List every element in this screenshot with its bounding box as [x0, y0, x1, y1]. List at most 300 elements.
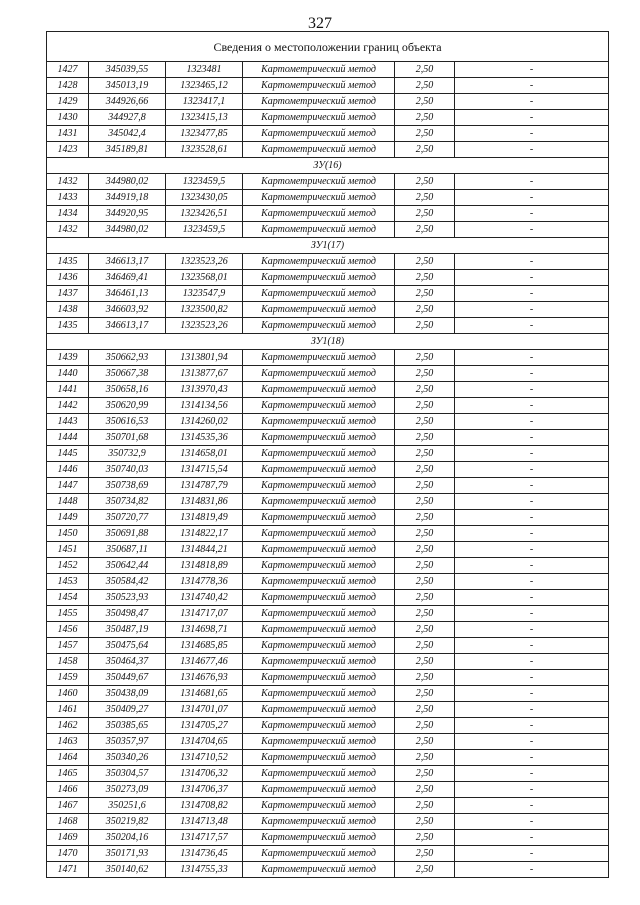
point-number-cell: 1467: [47, 798, 89, 814]
accuracy-cell: 2,50: [395, 366, 455, 382]
method-cell: Картометрический метод: [243, 206, 395, 222]
point-number-cell: 1452: [47, 558, 89, 574]
accuracy-cell: 2,50: [395, 670, 455, 686]
point-number-cell: 1451: [47, 542, 89, 558]
method-cell: Картометрический метод: [243, 638, 395, 654]
note-cell: -: [455, 206, 609, 222]
method-cell: Картометрический метод: [243, 174, 395, 190]
table-row: [47, 606, 609, 622]
table-row: [47, 318, 609, 334]
y-coordinate-cell: 1323523,26: [166, 254, 243, 270]
x-coordinate-cell: 350487,19: [89, 622, 166, 638]
y-coordinate-cell: 1323477,85: [166, 126, 243, 142]
table-body: [47, 62, 609, 878]
table-row: [47, 798, 609, 814]
note-cell: -: [455, 558, 609, 574]
x-coordinate-cell: 350273,09: [89, 782, 166, 798]
y-coordinate-cell: 1314701,07: [166, 702, 243, 718]
method-cell: Картометрический метод: [243, 542, 395, 558]
accuracy-cell: 2,50: [395, 382, 455, 398]
note-cell: -: [455, 846, 609, 862]
accuracy-cell: 2,50: [395, 574, 455, 590]
accuracy-cell: 2,50: [395, 62, 455, 78]
table-row: [47, 142, 609, 158]
table-row: [47, 366, 609, 382]
point-number-cell: 1442: [47, 398, 89, 414]
point-number-cell: 1432: [47, 222, 89, 238]
point-number-cell: 1468: [47, 814, 89, 830]
table-row: [47, 750, 609, 766]
point-number-cell: 1470: [47, 846, 89, 862]
point-number-cell: 1444: [47, 430, 89, 446]
accuracy-cell: 2,50: [395, 606, 455, 622]
note-cell: -: [455, 542, 609, 558]
method-cell: Картометрический метод: [243, 78, 395, 94]
method-cell: Картометрический метод: [243, 782, 395, 798]
method-cell: Картометрический метод: [243, 126, 395, 142]
accuracy-cell: 2,50: [395, 654, 455, 670]
point-number-cell: 1469: [47, 830, 89, 846]
table-row: [47, 94, 609, 110]
x-coordinate-cell: 350732,9: [89, 446, 166, 462]
y-coordinate-cell: 1314676,93: [166, 670, 243, 686]
accuracy-cell: 2,50: [395, 446, 455, 462]
y-coordinate-cell: 1314685,85: [166, 638, 243, 654]
x-coordinate-cell: 345189,81: [89, 142, 166, 158]
point-number-cell: 1443: [47, 414, 89, 430]
y-coordinate-cell: 1314708,82: [166, 798, 243, 814]
x-coordinate-cell: 350701,68: [89, 430, 166, 446]
y-coordinate-cell: 1314844,21: [166, 542, 243, 558]
note-cell: -: [455, 190, 609, 206]
method-cell: Картометрический метод: [243, 382, 395, 398]
accuracy-cell: 2,50: [395, 350, 455, 366]
table-row: [47, 574, 609, 590]
y-coordinate-cell: 1323417,1: [166, 94, 243, 110]
y-coordinate-cell: 1314818,89: [166, 558, 243, 574]
accuracy-cell: 2,50: [395, 414, 455, 430]
accuracy-cell: 2,50: [395, 734, 455, 750]
point-number-cell: 1432: [47, 174, 89, 190]
accuracy-cell: 2,50: [395, 846, 455, 862]
x-coordinate-cell: 350357,97: [89, 734, 166, 750]
note-cell: -: [455, 222, 609, 238]
x-coordinate-cell: 350251,6: [89, 798, 166, 814]
point-number-cell: 1441: [47, 382, 89, 398]
x-coordinate-cell: 344980,02: [89, 222, 166, 238]
table-row: [47, 270, 609, 286]
table-row: [47, 286, 609, 302]
accuracy-cell: 2,50: [395, 190, 455, 206]
accuracy-cell: 2,50: [395, 94, 455, 110]
x-coordinate-cell: 346603,92: [89, 302, 166, 318]
accuracy-cell: 2,50: [395, 254, 455, 270]
method-cell: Картометрический метод: [243, 286, 395, 302]
method-cell: Картометрический метод: [243, 686, 395, 702]
section-label: ЗУ1(18): [47, 334, 609, 350]
table-row: [47, 126, 609, 142]
section-row: [47, 158, 609, 174]
accuracy-cell: 2,50: [395, 206, 455, 222]
y-coordinate-cell: 1323523,26: [166, 318, 243, 334]
y-coordinate-cell: 1314717,57: [166, 830, 243, 846]
note-cell: -: [455, 366, 609, 382]
note-cell: -: [455, 302, 609, 318]
point-number-cell: 1437: [47, 286, 89, 302]
y-coordinate-cell: 1314681,65: [166, 686, 243, 702]
table-row: [47, 846, 609, 862]
y-coordinate-cell: 1314706,32: [166, 766, 243, 782]
x-coordinate-cell: 350662,93: [89, 350, 166, 366]
method-cell: Картометрический метод: [243, 830, 395, 846]
table-row: [47, 526, 609, 542]
y-coordinate-cell: 1323465,12: [166, 78, 243, 94]
x-coordinate-cell: 350740,03: [89, 462, 166, 478]
note-cell: -: [455, 94, 609, 110]
y-coordinate-cell: 1314134,56: [166, 398, 243, 414]
method-cell: Картометрический метод: [243, 670, 395, 686]
note-cell: -: [455, 750, 609, 766]
method-cell: Картометрический метод: [243, 734, 395, 750]
method-cell: Картометрический метод: [243, 702, 395, 718]
accuracy-cell: 2,50: [395, 286, 455, 302]
y-coordinate-cell: 1323459,5: [166, 222, 243, 238]
method-cell: Картометрический метод: [243, 462, 395, 478]
section-label: ЗУ1(17): [47, 238, 609, 254]
accuracy-cell: 2,50: [395, 430, 455, 446]
table-row: [47, 254, 609, 270]
y-coordinate-cell: 1314778,36: [166, 574, 243, 590]
x-coordinate-cell: 350720,77: [89, 510, 166, 526]
x-coordinate-cell: 350584,42: [89, 574, 166, 590]
y-coordinate-cell: 1323426,51: [166, 206, 243, 222]
x-coordinate-cell: 350385,65: [89, 718, 166, 734]
y-coordinate-cell: 1313877,67: [166, 366, 243, 382]
note-cell: -: [455, 382, 609, 398]
note-cell: -: [455, 670, 609, 686]
note-cell: -: [455, 718, 609, 734]
x-coordinate-cell: 344919,18: [89, 190, 166, 206]
table-row: [47, 542, 609, 558]
method-cell: Картометрический метод: [243, 446, 395, 462]
y-coordinate-cell: 1313801,94: [166, 350, 243, 366]
method-cell: Картометрический метод: [243, 254, 395, 270]
table-row: [47, 302, 609, 318]
note-cell: -: [455, 686, 609, 702]
accuracy-cell: 2,50: [395, 558, 455, 574]
x-coordinate-cell: 345042,4: [89, 126, 166, 142]
note-cell: -: [455, 78, 609, 94]
accuracy-cell: 2,50: [395, 142, 455, 158]
note-cell: -: [455, 814, 609, 830]
accuracy-cell: 2,50: [395, 126, 455, 142]
table-row: [47, 414, 609, 430]
method-cell: Картометрический метод: [243, 574, 395, 590]
table-title: Сведения о местоположении границ объекта: [47, 32, 609, 62]
accuracy-cell: 2,50: [395, 302, 455, 318]
accuracy-cell: 2,50: [395, 702, 455, 718]
method-cell: Картометрический метод: [243, 606, 395, 622]
point-number-cell: 1456: [47, 622, 89, 638]
method-cell: Картометрический метод: [243, 494, 395, 510]
point-number-cell: 1471: [47, 862, 89, 878]
accuracy-cell: 2,50: [395, 526, 455, 542]
x-coordinate-cell: 344927,8: [89, 110, 166, 126]
note-cell: -: [455, 254, 609, 270]
point-number-cell: 1459: [47, 670, 89, 686]
method-cell: Картометрический метод: [243, 798, 395, 814]
method-cell: Картометрический метод: [243, 814, 395, 830]
note-cell: -: [455, 318, 609, 334]
note-cell: -: [455, 398, 609, 414]
method-cell: Картометрический метод: [243, 430, 395, 446]
note-cell: -: [455, 286, 609, 302]
point-number-cell: 1431: [47, 126, 89, 142]
point-number-cell: 1436: [47, 270, 89, 286]
point-number-cell: 1430: [47, 110, 89, 126]
x-coordinate-cell: 350140,62: [89, 862, 166, 878]
accuracy-cell: 2,50: [395, 398, 455, 414]
note-cell: -: [455, 430, 609, 446]
point-number-cell: 1429: [47, 94, 89, 110]
accuracy-cell: 2,50: [395, 542, 455, 558]
method-cell: Картометрический метод: [243, 862, 395, 878]
accuracy-cell: 2,50: [395, 318, 455, 334]
method-cell: Картометрический метод: [243, 558, 395, 574]
point-number-cell: 1445: [47, 446, 89, 462]
note-cell: -: [455, 494, 609, 510]
y-coordinate-cell: 1323481: [166, 62, 243, 78]
x-coordinate-cell: 350464,37: [89, 654, 166, 670]
y-coordinate-cell: 1314658,01: [166, 446, 243, 462]
table-row: [47, 174, 609, 190]
method-cell: Картометрический метод: [243, 190, 395, 206]
x-coordinate-cell: 350304,57: [89, 766, 166, 782]
note-cell: -: [455, 638, 609, 654]
x-coordinate-cell: 350498,47: [89, 606, 166, 622]
y-coordinate-cell: 1314705,27: [166, 718, 243, 734]
point-number-cell: 1433: [47, 190, 89, 206]
method-cell: Картометрический метод: [243, 398, 395, 414]
point-number-cell: 1463: [47, 734, 89, 750]
note-cell: -: [455, 478, 609, 494]
y-coordinate-cell: 1314706,37: [166, 782, 243, 798]
accuracy-cell: 2,50: [395, 110, 455, 126]
x-coordinate-cell: 350171,93: [89, 846, 166, 862]
method-cell: Картометрический метод: [243, 718, 395, 734]
y-coordinate-cell: 1314715,54: [166, 462, 243, 478]
accuracy-cell: 2,50: [395, 494, 455, 510]
y-coordinate-cell: 1323568,01: [166, 270, 243, 286]
table-row: [47, 734, 609, 750]
accuracy-cell: 2,50: [395, 270, 455, 286]
point-number-cell: 1438: [47, 302, 89, 318]
method-cell: Картометрический метод: [243, 222, 395, 238]
table-row: [47, 686, 609, 702]
table-row: [47, 766, 609, 782]
note-cell: -: [455, 142, 609, 158]
point-number-cell: 1462: [47, 718, 89, 734]
x-coordinate-cell: 346613,17: [89, 254, 166, 270]
x-coordinate-cell: 344926,66: [89, 94, 166, 110]
point-number-cell: 1435: [47, 318, 89, 334]
point-number-cell: 1455: [47, 606, 89, 622]
note-cell: -: [455, 270, 609, 286]
table-row: [47, 670, 609, 686]
table-row: [47, 718, 609, 734]
x-coordinate-cell: 344920,95: [89, 206, 166, 222]
table-row: [47, 702, 609, 718]
method-cell: Картометрический метод: [243, 350, 395, 366]
point-number-cell: 1447: [47, 478, 89, 494]
point-number-cell: 1428: [47, 78, 89, 94]
method-cell: Картометрический метод: [243, 110, 395, 126]
note-cell: -: [455, 446, 609, 462]
method-cell: Картометрический метод: [243, 526, 395, 542]
note-cell: -: [455, 654, 609, 670]
x-coordinate-cell: 350667,38: [89, 366, 166, 382]
point-number-cell: 1423: [47, 142, 89, 158]
page-number: 327: [308, 15, 332, 32]
point-number-cell: 1457: [47, 638, 89, 654]
y-coordinate-cell: 1314260,02: [166, 414, 243, 430]
point-number-cell: 1427: [47, 62, 89, 78]
accuracy-cell: 2,50: [395, 718, 455, 734]
y-coordinate-cell: 1314831,86: [166, 494, 243, 510]
table-row: [47, 478, 609, 494]
method-cell: Картометрический метод: [243, 654, 395, 670]
accuracy-cell: 2,50: [395, 782, 455, 798]
accuracy-cell: 2,50: [395, 462, 455, 478]
table-row: [47, 590, 609, 606]
point-number-cell: 1449: [47, 510, 89, 526]
note-cell: -: [455, 510, 609, 526]
note-cell: -: [455, 350, 609, 366]
y-coordinate-cell: 1314710,52: [166, 750, 243, 766]
accuracy-cell: 2,50: [395, 686, 455, 702]
point-number-cell: 1446: [47, 462, 89, 478]
x-coordinate-cell: 350642,44: [89, 558, 166, 574]
y-coordinate-cell: 1323500,82: [166, 302, 243, 318]
table-row: [47, 110, 609, 126]
note-cell: -: [455, 766, 609, 782]
method-cell: Картометрический метод: [243, 590, 395, 606]
accuracy-cell: 2,50: [395, 766, 455, 782]
point-number-cell: 1450: [47, 526, 89, 542]
note-cell: -: [455, 798, 609, 814]
table-row: [47, 78, 609, 94]
method-cell: Картометрический метод: [243, 270, 395, 286]
x-coordinate-cell: 350691,88: [89, 526, 166, 542]
accuracy-cell: 2,50: [395, 814, 455, 830]
point-number-cell: 1435: [47, 254, 89, 270]
note-cell: -: [455, 174, 609, 190]
x-coordinate-cell: 344980,02: [89, 174, 166, 190]
y-coordinate-cell: 1314704,65: [166, 734, 243, 750]
table-row: [47, 654, 609, 670]
x-coordinate-cell: 350687,11: [89, 542, 166, 558]
y-coordinate-cell: 1323430,05: [166, 190, 243, 206]
point-number-cell: 1448: [47, 494, 89, 510]
note-cell: -: [455, 110, 609, 126]
y-coordinate-cell: 1314740,42: [166, 590, 243, 606]
y-coordinate-cell: 1314535,36: [166, 430, 243, 446]
accuracy-cell: 2,50: [395, 750, 455, 766]
method-cell: Картометрический метод: [243, 846, 395, 862]
point-number-cell: 1461: [47, 702, 89, 718]
method-cell: Картометрический метод: [243, 750, 395, 766]
y-coordinate-cell: 1314713,48: [166, 814, 243, 830]
method-cell: Картометрический метод: [243, 366, 395, 382]
boundary-table-sheet: [46, 31, 608, 878]
note-cell: -: [455, 830, 609, 846]
note-cell: -: [455, 62, 609, 78]
x-coordinate-cell: 350475,64: [89, 638, 166, 654]
point-number-cell: 1466: [47, 782, 89, 798]
y-coordinate-cell: 1314822,17: [166, 526, 243, 542]
table-row: [47, 782, 609, 798]
y-coordinate-cell: 1323547,9: [166, 286, 243, 302]
table-row: [47, 222, 609, 238]
accuracy-cell: 2,50: [395, 510, 455, 526]
x-coordinate-cell: 350340,26: [89, 750, 166, 766]
table-row: [47, 382, 609, 398]
accuracy-cell: 2,50: [395, 830, 455, 846]
table-row: [47, 494, 609, 510]
table-row: [47, 638, 609, 654]
table-row: [47, 558, 609, 574]
table-row: [47, 462, 609, 478]
method-cell: Картометрический метод: [243, 94, 395, 110]
note-cell: -: [455, 526, 609, 542]
point-number-cell: 1440: [47, 366, 89, 382]
accuracy-cell: 2,50: [395, 798, 455, 814]
x-coordinate-cell: 350523,93: [89, 590, 166, 606]
note-cell: -: [455, 126, 609, 142]
method-cell: Картометрический метод: [243, 622, 395, 638]
note-cell: -: [455, 414, 609, 430]
x-coordinate-cell: 350616,53: [89, 414, 166, 430]
accuracy-cell: 2,50: [395, 638, 455, 654]
point-number-cell: 1453: [47, 574, 89, 590]
y-coordinate-cell: 1323415,13: [166, 110, 243, 126]
x-coordinate-cell: 350409,27: [89, 702, 166, 718]
note-cell: -: [455, 782, 609, 798]
y-coordinate-cell: 1314717,07: [166, 606, 243, 622]
y-coordinate-cell: 1313970,43: [166, 382, 243, 398]
section-label: ЗУ(16): [47, 158, 609, 174]
table-row: [47, 398, 609, 414]
y-coordinate-cell: 1314736,45: [166, 846, 243, 862]
x-coordinate-cell: 345039,55: [89, 62, 166, 78]
point-number-cell: 1464: [47, 750, 89, 766]
table-row: [47, 830, 609, 846]
y-coordinate-cell: 1314819,49: [166, 510, 243, 526]
x-coordinate-cell: 350204,16: [89, 830, 166, 846]
note-cell: -: [455, 606, 609, 622]
y-coordinate-cell: 1323459,5: [166, 174, 243, 190]
y-coordinate-cell: 1314698,71: [166, 622, 243, 638]
table-row: [47, 190, 609, 206]
table-row: [47, 862, 609, 878]
x-coordinate-cell: 346469,41: [89, 270, 166, 286]
x-coordinate-cell: 346461,13: [89, 286, 166, 302]
method-cell: Картометрический метод: [243, 142, 395, 158]
x-coordinate-cell: 345013,19: [89, 78, 166, 94]
point-number-cell: 1454: [47, 590, 89, 606]
accuracy-cell: 2,50: [395, 222, 455, 238]
x-coordinate-cell: 350219,82: [89, 814, 166, 830]
